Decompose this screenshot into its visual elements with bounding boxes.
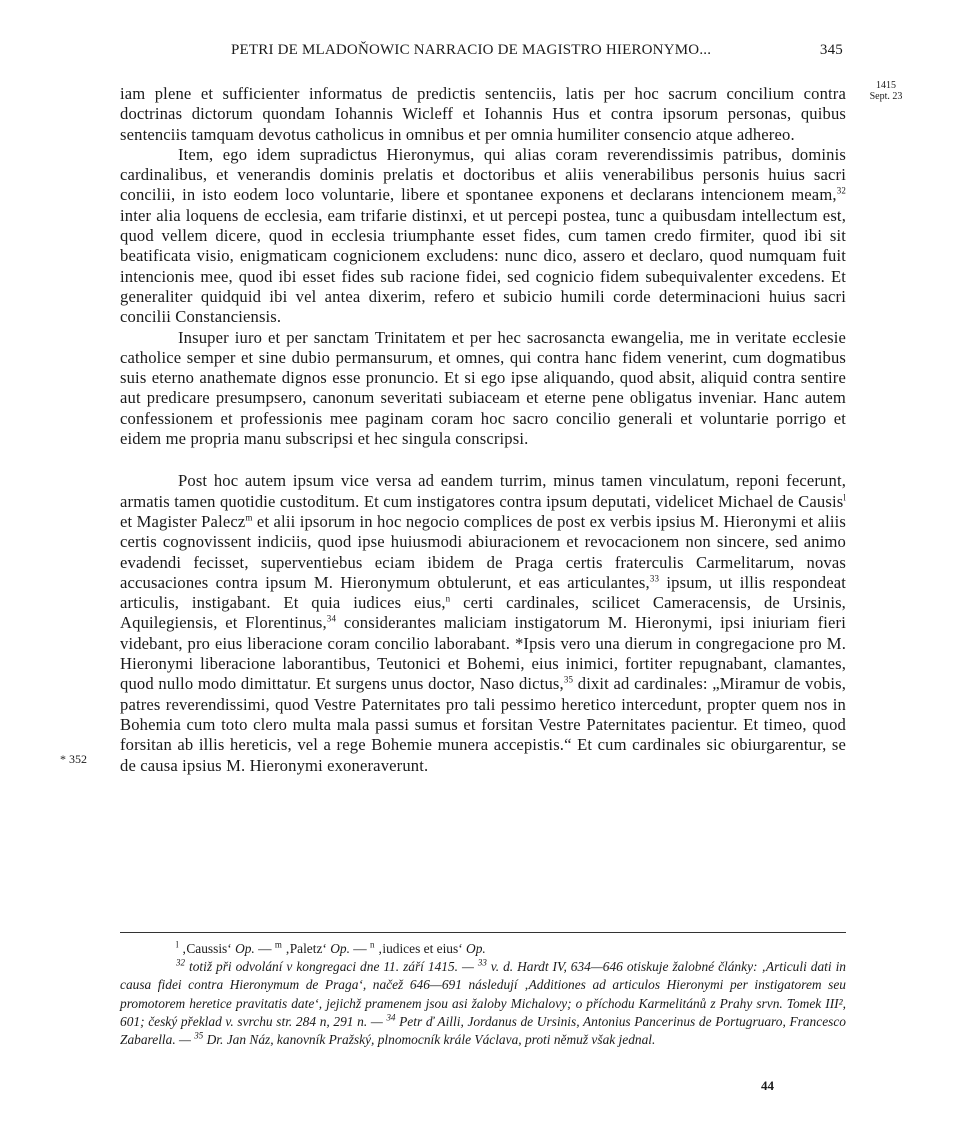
margin-year: 1415 bbox=[876, 80, 896, 91]
footnotes bbox=[120, 940, 846, 1049]
footnote-ref-34: 34 bbox=[326, 613, 337, 624]
footnote-divider bbox=[120, 932, 846, 933]
running-title: PETRI DE MLADOŇOWIC NARRACIO DE MAGISTRO HIERONYMO... bbox=[231, 42, 712, 58]
paragraph-4: Post hoc autem ipsum vice versa ad eandem turrim, minus tamen vinculatum, reponi fecerunt, armatis tamen quotidie custoditum. Et cum instigatores contra ipsum deputati, videlicet Michael de Causis$^l$ et Magister Palecz$^m$ et alii ipsorum in hoc negocio complices de post ex verbis ipsius M. Hieronymi et aliis certis cognovissent indiciis, quod ipse huiusmodi abiuracionem et revocacionem non sincere, sed animo evadendi fecisset, superventiebus eciam ibidem de Praga certis fraterculis Carmelitarum, novas accusaciones contra ipsum M. Hieronymum obtulerunt, et eas articulantes,$^{33}$ ipsum, ut illis respondeat articulis, instigabant. Et quia iudices eius,$^n$ certi cardinales, scilicet Cameracensis, de Ursinis, Aquilegiensis, et Florentinus,$^{34}$ considerantes maliciam instigatorum M. Hieronymi, ipsi iniuriam fieri videbant, pro eius liberacione coram concilio laborabant. *Ipsis vero una dierum in congregacione pro M. Hieronymi liberacione laborantibus, Teutonici et Bohemi, eius inimici, fortiter repugnabant, clamantes, quod nullo modo dimittatur. Et surgens unus doctor, Naso dictus,$^{35}$ dixit ad cardinales: „Miramur de vobis, patres reverendissimi, quod Vestre Paternitates pro tali pessimo heretico intercedunt, propter quem nos in Bohemia cum toto clero multa mala passi sumus et forsitan Vestre Paternitates pacientur. Et timeo, quod forsitan ab illis hereticis, vel a rege Bohemie munera accepistis.“ Et cum cardinales sic obiurgarentur, se de causa ipsius M. Hieronymi exoneraverunt. bbox=[120, 471, 847, 775]
footnote-ref-35: 35 bbox=[563, 674, 574, 685]
main-text bbox=[120, 84, 846, 776]
footnote-ref-l: l bbox=[843, 492, 846, 503]
page-number: 345 bbox=[819, 42, 843, 58]
margin-page-reference: * 352 bbox=[60, 752, 87, 766]
paragraph-3: Insuper iuro et per sanctam Trinitatem et per hec sacrosancta ewangelia, me in veritate ecclesie catholice semper et sine dubio permansurum, et omnes, qui contra hanc fidem venerint, cum dogmatibus suis eterno anathemate dignos esse pronuncio. Et si ego ipse aliquando, quod absit, aliquid contra sentire aut predicare presumpsero, canonum severitati subiaceam et eterne pene obligatus inveniar. Hanc autem confessionem et professionis mee paginam coram hoc sacro concilio generali et voluntarie porrigo et eidem me propria manu subscripsi et hec singula conscripsi. bbox=[120, 327, 846, 449]
paragraph-1: iam plene et sufficienter informatus de predictis sentenciis, latis per hoc sacrum concilium contra doctrinas dictorum quondam Iohannis Wicleff et Iohannis Hus et contra ipsorum personas, quibus sentenciis tamquam devotus catholicus in omnibus et per omnia humiliter consencio atque adhereo. bbox=[120, 84, 846, 144]
commentary-notes: $^{32}$ totiž při odvolání v kongregaci dne 11. září 1415. — $^{33}$ v. d. Hardt IV, 634—646 otiskuje žalobné články: ‚Articuli dati in causa fidei contra Hieronymum de Praga‘, načež 646—691 následují ‚Additiones ad articulos Hieronymi per instigatorem seu promotorem heretice pravitatis date‘, jejichž pramenem jsou asi žaloby Michalovy; o příchodu Karmelitánů z Prahy srvn. Tomek III², 601; český překlad v. svrchu str. 284 n, 291 n. — $^{34}$ Petr ď Ailli, Jordanus de Ursinis, Antonius Pancerinus de Portugruaro, Francesco Zabarella. — $^{35}$ Dr. Jan Náz, kanovník Pražský, plnomocník krále Václava, proti němuž však jednal. bbox=[120, 957, 846, 1048]
footnote-ref-n: n bbox=[445, 593, 451, 604]
textual-notes: $^l$ ‚Caussis‘ Op. — $^m$ ‚Paletz‘ Op. — $^n$ ‚iudices et eius‘ Op. bbox=[176, 939, 486, 956]
footnote-ref-m: m bbox=[245, 512, 253, 523]
margin-date-note bbox=[856, 80, 916, 102]
footnote-ref-32: 32 bbox=[836, 185, 846, 196]
paragraph-2: Item, ego idem supradictus Hieronymus, qui alias coram reverendissimis patribus, dominis cardinalibus, et venerandis dominis prelatis et doctoribus et aliis venerabilibus personis huius sacri concilii, in isto eodem loco voluntarie, libere et spontanee exponens et declarans intencionem meam,$^{32}$ inter alia loquens de ecclesia, eam trifarie distinxi, et ut percepi postea, tunc a quibusdam intellectum est, quod vellem dicere, quod in ecclesia triumphante esset fides, cum tamen credo firmiter, quod ibi sit beatificata visio, enigmaticam cognicionem excludens: nunc dico, assero et declaro, quod numquam fuit intencionis mee, quod ibi esset fides sub racione fidei, sed cognicio fidem subequivalenter excedens. Et generaliter quidquid ibi vel antea dixerim, refero et subicio humili corde determinacioni huius sacri concilii Constanciensis. bbox=[120, 144, 846, 327]
signature-mark: 44 bbox=[761, 1078, 774, 1093]
footnote-ref-33: 33 bbox=[649, 573, 660, 584]
margin-day: Sept. 23 bbox=[869, 91, 903, 102]
